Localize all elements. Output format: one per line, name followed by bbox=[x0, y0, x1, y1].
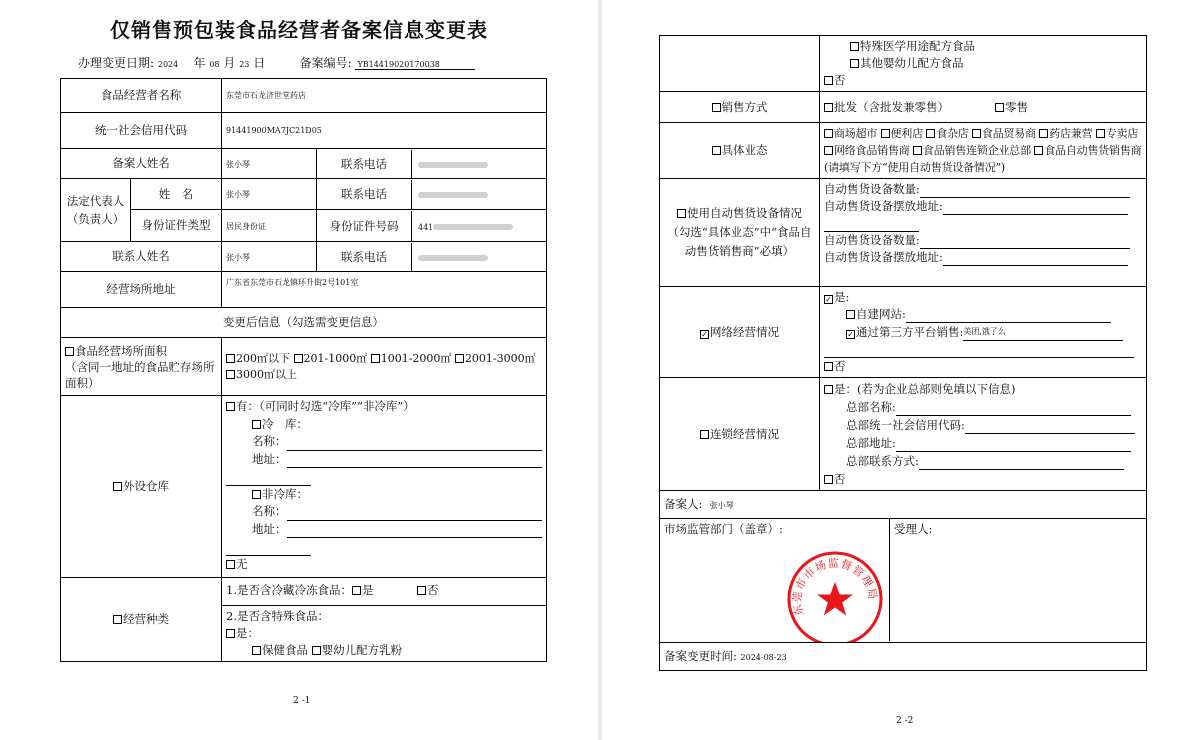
filer-name-cell bbox=[222, 149, 317, 179]
third-party-checkbox[interactable]: ✓ bbox=[847, 330, 854, 339]
area-opt-2: 201-1000㎡ bbox=[303, 351, 368, 365]
date-day: 23 bbox=[239, 60, 250, 69]
bt-6: 专卖店 bbox=[1105, 127, 1139, 140]
filer-name-2: 张小琴 bbox=[709, 500, 734, 510]
official-stamp-icon bbox=[785, 549, 885, 643]
area-opt-3: 1001-2000㎡ bbox=[380, 351, 452, 365]
warehouse-none: 无 bbox=[236, 556, 248, 571]
retail-checkbox[interactable] bbox=[995, 103, 1004, 112]
acceptor-cell bbox=[890, 519, 1146, 641]
self-site: 自建网站: bbox=[856, 307, 906, 321]
form-title: 仅销售预包装食品经营者备案信息变更表 bbox=[110, 18, 488, 42]
hq-contact: 总部联系方式: bbox=[846, 454, 919, 468]
bt-5: 药店兼营 bbox=[1049, 127, 1093, 140]
redacted-phone-1 bbox=[418, 162, 488, 168]
legal-phone-cell bbox=[317, 179, 547, 210]
self-site-checkbox[interactable] bbox=[846, 310, 855, 319]
business-type-cell bbox=[660, 123, 820, 179]
area-opt-5-checkbox[interactable] bbox=[226, 370, 235, 379]
bt-1: 商场超市 bbox=[834, 127, 878, 140]
record-no-label: 备案编号: bbox=[299, 56, 352, 70]
online-cell bbox=[660, 287, 820, 378]
special-q: 2.是否含特殊食品： bbox=[226, 609, 329, 623]
chain-yes: 是：(若为企业总部则免填以下信息) bbox=[834, 382, 1016, 396]
svg-text:东莞市市场监督管理局: 东莞市市场监督管理局 bbox=[790, 556, 880, 617]
sales-mode-label: 销售方式 bbox=[721, 99, 768, 114]
change-time-label: 备案变更时间: bbox=[664, 648, 737, 663]
vending-addr-2: 自动售货设备摆放地址: bbox=[824, 250, 943, 264]
online-no-checkbox[interactable] bbox=[824, 362, 833, 371]
page-number-2: 2 -2 bbox=[896, 716, 914, 726]
platforms: 美团,饿了么 bbox=[963, 323, 1123, 341]
vending-note: （勾选“具体业态”中“食品自动售货销售商”必填） bbox=[667, 225, 812, 258]
vending-label: 使用自动售货设备情况 bbox=[687, 206, 802, 220]
id-no-cell bbox=[317, 210, 547, 242]
redacted-phone-2 bbox=[418, 192, 488, 198]
bt-1-checkbox[interactable] bbox=[824, 129, 833, 138]
online-no: 否 bbox=[834, 359, 846, 373]
business-type-label: 具体业态 bbox=[721, 143, 768, 157]
online-checkbox[interactable]: ✓ bbox=[701, 329, 708, 339]
hq-code: 总部统一社会信用代码: bbox=[846, 418, 965, 432]
area-opt-4-checkbox[interactable] bbox=[455, 354, 464, 363]
area-note: （含同一地址的食品贮存场所面积） bbox=[65, 359, 215, 390]
market-dept: 市场监管部门（盖章）: bbox=[664, 522, 783, 536]
third-party: 通过第三方平台销售: bbox=[856, 325, 964, 339]
form-table-2 bbox=[659, 35, 1147, 671]
date-label: 办理变更日期: bbox=[78, 56, 155, 70]
market-dept-cell bbox=[660, 519, 890, 641]
infant-formula-checkbox[interactable] bbox=[312, 646, 321, 655]
special-no-checkbox[interactable] bbox=[824, 76, 833, 85]
vending-checkbox[interactable] bbox=[677, 209, 686, 218]
operator-name-label: 食品经营者名称 bbox=[61, 79, 222, 113]
infant-formula: 婴幼儿配方乳粉 bbox=[321, 643, 403, 657]
redacted-id bbox=[433, 224, 513, 230]
area-opt-3-checkbox[interactable] bbox=[371, 354, 380, 363]
chain-detail bbox=[820, 378, 1147, 491]
chain-label: 连锁经营情况 bbox=[710, 426, 779, 441]
special-no: 否 bbox=[834, 73, 846, 87]
sales-mode-cell bbox=[660, 92, 820, 123]
area-label-cell bbox=[61, 338, 222, 396]
warehouse-none-checkbox[interactable] bbox=[226, 560, 235, 569]
special-yes: 是： bbox=[236, 626, 259, 640]
id-no-prefix: 441 bbox=[418, 222, 434, 232]
credit-code: 91441900MA7JC21D05 bbox=[222, 113, 547, 149]
credit-code-label: 统一社会信用代码 bbox=[61, 113, 222, 149]
address-label: 经营场所地址 bbox=[61, 272, 222, 308]
special-yes-checkbox[interactable] bbox=[226, 629, 235, 638]
area-opt-4: 2001-3000㎡ bbox=[464, 351, 536, 365]
online-yes: 是: bbox=[834, 290, 850, 304]
online-label: 网络经营情况 bbox=[710, 324, 779, 339]
bt-6-checkbox[interactable] bbox=[1096, 129, 1105, 138]
online-detail bbox=[820, 287, 1147, 378]
date-month: 08 bbox=[209, 60, 220, 69]
filer-row bbox=[660, 491, 1147, 519]
category-checkbox[interactable] bbox=[113, 615, 122, 624]
warehouse-has: 有：（可同时勾选“冷库”“非冷库”） bbox=[236, 399, 415, 413]
legal-name: 张小琴 bbox=[226, 190, 250, 199]
other-infant: 其他婴幼儿配方食品 bbox=[860, 56, 964, 70]
id-type-label: 身份证件类型 bbox=[131, 210, 222, 242]
contact-phone-cell bbox=[317, 242, 547, 272]
warehouse-has-checkbox[interactable] bbox=[226, 402, 235, 411]
special-cont bbox=[820, 36, 1147, 92]
warehouse-label-cell bbox=[61, 396, 222, 578]
hq-name: 总部名称: bbox=[846, 400, 896, 414]
vending-qty-1: 自动售货设备数量: bbox=[824, 182, 920, 196]
retail: 零售 bbox=[1005, 99, 1028, 114]
business-type-options bbox=[820, 123, 1147, 179]
record-no: YB14419020170038 bbox=[355, 60, 475, 70]
form-table-1 bbox=[60, 78, 547, 662]
redacted-phone-3 bbox=[418, 255, 488, 261]
filer-label: 备案人: bbox=[664, 496, 703, 511]
contact-name: 张小琴 bbox=[226, 252, 250, 262]
frozen-yes-checkbox[interactable] bbox=[352, 586, 361, 595]
legal-name-cell bbox=[222, 179, 317, 210]
id-type-cell bbox=[222, 210, 317, 242]
change-time: 2024-08-23 bbox=[740, 652, 787, 662]
health-food-checkbox[interactable] bbox=[252, 646, 261, 655]
noncold-label: 非冷库： bbox=[262, 486, 308, 501]
bt-5-checkbox[interactable] bbox=[1039, 129, 1048, 138]
name-label: 姓 名 bbox=[131, 179, 222, 210]
page-1 bbox=[0, 0, 598, 740]
phone-label-1: 联系电话 bbox=[317, 150, 412, 178]
operator-name: 东莞市石龙济世堂药店 bbox=[222, 79, 547, 113]
page-2 bbox=[602, 0, 1200, 740]
bt-7-checkbox[interactable] bbox=[824, 146, 833, 155]
area-opt-1-checkbox[interactable] bbox=[226, 354, 235, 363]
category-label-cell bbox=[61, 578, 222, 662]
date-year: 2024 bbox=[157, 60, 179, 69]
area-checkbox[interactable] bbox=[65, 347, 74, 356]
phone-label-3: 联系电话 bbox=[317, 243, 412, 271]
bt-9-checkbox[interactable] bbox=[1034, 146, 1043, 155]
contact-name-label: 联系人姓名 bbox=[61, 242, 222, 272]
noncold-name-label: 名称： bbox=[252, 504, 287, 518]
special-medical: 特殊医学用途配方食品 bbox=[860, 39, 975, 53]
online-yes-checkbox[interactable]: ✓ bbox=[825, 295, 832, 304]
area-opt-2-checkbox[interactable] bbox=[294, 354, 303, 363]
phone-label-2: 联系电话 bbox=[317, 180, 412, 209]
legal-rep-label: 法定代表人（负责人） bbox=[61, 179, 131, 242]
cold-name-label: 名称： bbox=[252, 434, 287, 448]
seal-row bbox=[660, 519, 1147, 643]
vending-addr-1: 自动售货设备摆放地址: bbox=[824, 199, 943, 213]
area-label: 食品经营场所面积 bbox=[75, 343, 167, 358]
filer-name: 张小琴 bbox=[226, 159, 250, 169]
chain-cell bbox=[660, 378, 820, 491]
bt-8: 食品销售连锁企业总部 bbox=[922, 144, 1031, 157]
meta-line bbox=[78, 54, 475, 71]
bt-4-checkbox[interactable] bbox=[972, 129, 981, 138]
chain-checkbox[interactable] bbox=[700, 430, 709, 439]
address: 广东省东莞市石龙镇环升街2号101室 bbox=[222, 272, 547, 308]
bt-3: 食杂店 bbox=[936, 127, 969, 140]
vending-detail bbox=[820, 179, 1147, 287]
area-opt-1: 200㎡以下 bbox=[236, 351, 290, 365]
chain-no: 否 bbox=[834, 472, 846, 486]
business-type-checkbox[interactable] bbox=[712, 146, 721, 155]
category-detail bbox=[222, 578, 547, 662]
date-month-unit: 月 bbox=[223, 56, 236, 70]
acceptor: 受理人: bbox=[894, 522, 933, 536]
warehouse-label: 外设仓库 bbox=[123, 479, 169, 493]
hq-addr: 总部地址: bbox=[846, 436, 896, 450]
noncold-addr-label: 地址： bbox=[252, 521, 287, 536]
cold-checkbox[interactable] bbox=[252, 420, 261, 429]
sales-mode-options bbox=[820, 92, 1147, 123]
noncold-checkbox[interactable] bbox=[252, 490, 261, 499]
vending-cell bbox=[660, 179, 820, 287]
warehouse-checkbox[interactable] bbox=[113, 482, 122, 491]
special-medical-checkbox[interactable] bbox=[850, 42, 859, 51]
chain-yes-checkbox[interactable] bbox=[824, 385, 833, 394]
frozen-yes: 是 bbox=[361, 583, 374, 597]
area-options bbox=[222, 338, 547, 396]
filer-name-label: 备案人姓名 bbox=[61, 149, 222, 179]
other-infant-checkbox[interactable] bbox=[850, 59, 859, 68]
bt-2: 便利店 bbox=[890, 127, 923, 140]
health-food: 保健食品 bbox=[262, 643, 308, 657]
bt-7: 网络食品销售商 bbox=[834, 144, 910, 157]
bt-9: 食品自动售货销售商(请填写下方“使用自动售货设备情况”) bbox=[824, 144, 1142, 174]
chain-no-checkbox[interactable] bbox=[824, 475, 833, 484]
date-day-unit: 日 bbox=[253, 56, 266, 70]
empty-cell bbox=[660, 36, 820, 92]
frozen-no: 否 bbox=[427, 583, 439, 597]
date-year-unit: 年 bbox=[193, 56, 206, 70]
cold-label: 冷 库： bbox=[262, 416, 308, 431]
wholesale-checkbox[interactable] bbox=[824, 103, 833, 112]
wholesale: 批发（含批发兼零售） bbox=[834, 99, 949, 114]
warehouse-detail bbox=[222, 396, 547, 578]
area-opt-5: 3000㎡以上 bbox=[236, 367, 297, 381]
bt-3-checkbox[interactable] bbox=[926, 129, 935, 138]
id-type: 居民身份证 bbox=[226, 221, 266, 231]
bt-2-checkbox[interactable] bbox=[881, 129, 890, 138]
bt-4: 食品贸易商 bbox=[981, 127, 1036, 140]
page-number-1: 2 -1 bbox=[293, 696, 311, 706]
frozen-q: 1.是否含冷藏冷冻食品： bbox=[226, 583, 352, 597]
frozen-no-checkbox[interactable] bbox=[417, 586, 426, 595]
changed-info: 变更后信息（勾选需变更信息） bbox=[61, 308, 547, 338]
filer-phone-cell bbox=[317, 149, 547, 179]
category-label: 经营种类 bbox=[123, 612, 169, 626]
contact-name-cell bbox=[222, 242, 317, 272]
bt-8-checkbox[interactable] bbox=[913, 146, 922, 155]
vending-qty-2: 自动售货设备数量: bbox=[824, 233, 920, 247]
sales-mode-checkbox[interactable] bbox=[712, 103, 721, 112]
change-time-row bbox=[660, 643, 1147, 671]
cold-addr-label: 地址： bbox=[252, 451, 287, 466]
id-no-label: 身份证件号码 bbox=[317, 211, 412, 241]
